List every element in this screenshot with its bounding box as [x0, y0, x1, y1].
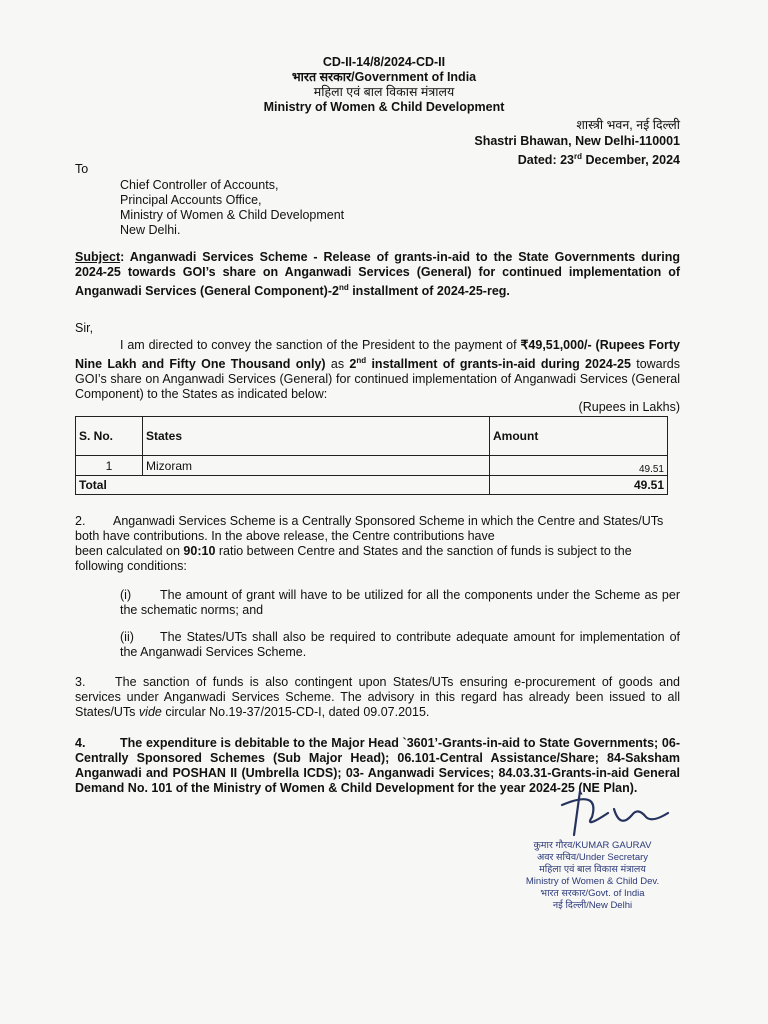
units-note: (Rupees in Lakhs)	[578, 400, 680, 414]
official-stamp	[505, 840, 680, 912]
table-total-row	[76, 476, 668, 495]
header-amount: Amount	[490, 417, 668, 456]
date: Dated: 23rd December, 2024	[517, 152, 680, 168]
table-header-row	[76, 417, 668, 456]
addressee-line: Ministry of Women & Child Development	[120, 208, 345, 222]
stamp-designation: अवर सचिव/Under Secretary	[536, 852, 649, 863]
ministry-hindi: महिला एवं बाल विकास मंत्रालय	[313, 85, 455, 99]
government-heading: भारत सरकार/Government of India	[291, 70, 477, 84]
table-row	[76, 456, 668, 476]
signature	[540, 783, 690, 843]
total-label: Total	[76, 476, 490, 495]
paragraph-2-line1: 2. Anganwadi Services Scheme is a Centrally Sponsored Scheme in which the Centre and States/UTs both have contributions. In the above release, the Centre contributions have	[75, 514, 664, 543]
paragraph-4: 4. The expenditure is debitable to the Major Head `3601’-Grants-in-aid to State Governments; 06-Centrally Sponsored Schemes (Sub Major Head); 06.101-Central Assistance/Share; 84-Saksham Anganwadi and POSHAN II (Umbrella ICDS); 03- Anganwadi Services; 84.03.31-Grants-in-aid General Demand No. 101 of the Ministry of Women & Child Development for the year 2024-25 (NE Plan).	[75, 736, 680, 795]
row-amount: 49.51	[490, 456, 668, 476]
ministry-heading: Ministry of Women & Child Development	[263, 100, 505, 114]
stamp-city: नई दिल्ली/New Delhi	[552, 900, 633, 911]
condition-1: (i) The amount of grant will have to be utilized for all the components under the Scheme as per the schematic norms; and	[120, 588, 680, 617]
paragraph-3: 3. The sanction of funds is also contingent upon States/UTs ensuring e-procurement of goods and services under Anganwadi Services Scheme. The advisory in this regard has already been issued to all States/UTs vide circular No.19-37/2015-CD-I, dated 09.07.2015.	[75, 675, 680, 719]
row-sno: 1	[76, 456, 143, 476]
reference-number: CD-II-14/8/2024-CD-II	[322, 55, 446, 69]
place: Shastri Bhawan, New Delhi-110001	[474, 134, 680, 148]
addressee-line: Chief Controller of Accounts,	[120, 178, 279, 192]
paragraph-2-line2: been calculated on 90:10 ratio between Centre and States and the sanction of funds is subject to the following conditions:	[75, 544, 632, 573]
subject: Subject: Anganwadi Services Scheme - Release of grants-in-aid to the State Governments during 2024-25 towards GOI’s share on Anganwadi Services (General) for continued implementation of Anganwadi Services (General Component)-2nd installment of 2024-25-reg.	[75, 250, 680, 299]
place-hindi: शास्त्री भवन, नई दिल्ली	[576, 118, 680, 132]
row-state: Mizoram	[143, 456, 490, 476]
stamp-name: कुमार गौरव/KUMAR GAURAV	[533, 840, 652, 851]
header-states: States	[143, 417, 490, 456]
stamp-ministry: Ministry of Women & Child Dev.	[525, 876, 660, 887]
stamp-government: भारत सरकार/Govt. of India	[540, 888, 645, 899]
paragraph-2	[75, 514, 680, 574]
header-sno: S. No.	[76, 417, 143, 456]
addressee-line: New Delhi.	[120, 223, 181, 237]
stamp-ministry-hindi: महिला एवं बाल विकास मंत्रालय	[539, 864, 646, 875]
condition-2: (ii) The States/UTs shall also be required to contribute adequate amount for implementation of the Anganwadi Services Scheme.	[120, 630, 680, 659]
addressee-line: Principal Accounts Office,	[120, 193, 262, 207]
salutation: Sir,	[75, 321, 94, 335]
total-value: 49.51	[490, 476, 668, 495]
to-label: To	[75, 162, 89, 176]
paragraph-1: I am directed to convey the sanction of the President to the payment of ₹49,51,000/- (Rupees Forty Nine Lakh and Fifty One Thousand only) as 2nd installment of grants-in-aid during 2024-25 towards GOI’s share on Anganwadi Services (General) for continued implementation of Anganwadi Services (General Component) to the States as indicated below:	[75, 338, 681, 402]
addressee-block	[120, 178, 450, 238]
amount-table	[75, 416, 668, 495]
